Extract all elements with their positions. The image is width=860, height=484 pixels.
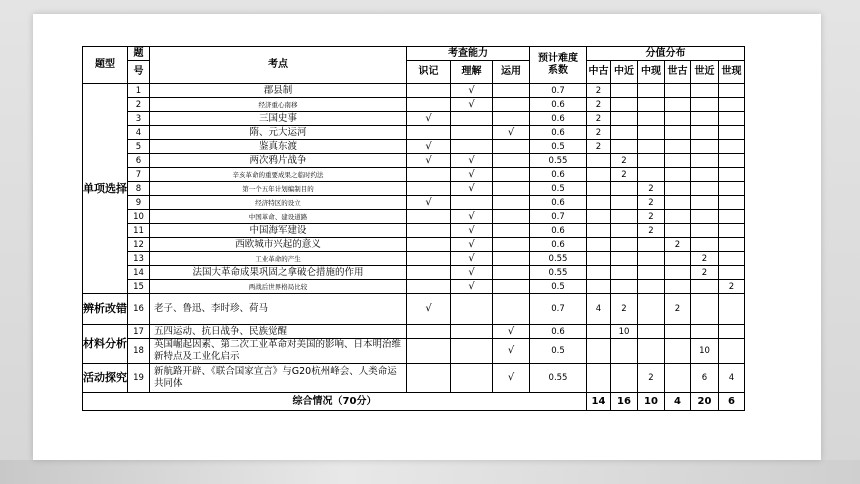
difficulty-cell: 0.6	[530, 196, 587, 210]
header-distribution: 分值分布	[587, 47, 745, 61]
check-mark: √	[451, 280, 493, 294]
topic-cell: 英国崛起因素、第二次工业革命对美国的影响、日本明治维新特点及工业化启示	[150, 339, 407, 364]
table-row	[83, 140, 745, 154]
difficulty-cell: 0.5	[530, 339, 587, 364]
score-cell: 2	[691, 252, 719, 266]
difficulty-cell: 0.5	[530, 280, 587, 294]
header-era: 世近	[691, 61, 719, 84]
header-number-top: 题	[128, 47, 150, 61]
question-number: 19	[128, 364, 150, 393]
question-number: 8	[128, 182, 150, 196]
check-mark: √	[451, 182, 493, 196]
difficulty-cell: 0.6	[530, 112, 587, 126]
topic-cell: 五四运动、抗日战争、民族觉醒	[150, 325, 407, 339]
score-cell: 2	[611, 168, 638, 182]
difficulty-cell: 0.55	[530, 252, 587, 266]
topic-cell: 隋、元大运河	[150, 126, 407, 140]
check-mark: √	[407, 140, 451, 154]
header-era: 中现	[638, 61, 665, 84]
check-mark: √	[493, 364, 530, 393]
topic-cell: 西欧城市兴起的意义	[150, 238, 407, 252]
total-label: 综合情况（70分）	[83, 393, 587, 411]
check-mark: √	[493, 339, 530, 364]
score-cell: 2	[665, 238, 691, 252]
topic-cell: 工业革命的产生	[150, 252, 407, 266]
table-row	[83, 252, 745, 266]
score-cell: 2	[638, 224, 665, 238]
total-row	[83, 393, 745, 411]
score-cell: 2	[638, 182, 665, 196]
score-cell: 4	[719, 364, 745, 393]
score-cell: 10	[691, 339, 719, 364]
score-cell: 2	[587, 126, 611, 140]
question-number: 1	[128, 84, 150, 98]
check-mark: √	[451, 266, 493, 280]
score-cell: 2	[691, 266, 719, 280]
topic-cell: 三国史事	[150, 112, 407, 126]
table-row	[83, 266, 745, 280]
table-row	[83, 325, 745, 339]
total-value: 16	[611, 393, 638, 411]
question-number: 17	[128, 325, 150, 339]
section-material: 材料分析	[83, 325, 128, 364]
header-understand: 理解	[451, 61, 493, 84]
difficulty-cell: 0.55	[530, 266, 587, 280]
topic-cell: 辛亥革命的重要成果之临时约法	[150, 168, 407, 182]
topic-cell: 中国海军建设	[150, 224, 407, 238]
table-row	[83, 84, 745, 98]
score-cell: 2	[587, 84, 611, 98]
topic-cell: 中国革命、建设道路	[150, 210, 407, 224]
check-mark: √	[451, 154, 493, 168]
total-value: 20	[691, 393, 719, 411]
question-number: 7	[128, 168, 150, 182]
table-row	[83, 154, 745, 168]
section-single-choice: 单项选择	[83, 84, 128, 294]
score-cell: 2	[611, 154, 638, 168]
header-era: 世现	[719, 61, 745, 84]
score-cell: 10	[611, 325, 638, 339]
check-mark: √	[407, 154, 451, 168]
score-cell: 2	[587, 140, 611, 154]
header-ability: 考查能力	[407, 47, 530, 61]
question-number: 12	[128, 238, 150, 252]
table-row	[83, 112, 745, 126]
question-number: 5	[128, 140, 150, 154]
table-row	[83, 224, 745, 238]
table-row	[83, 339, 745, 364]
question-number: 3	[128, 112, 150, 126]
topic-cell: 郡县制	[150, 84, 407, 98]
total-value: 4	[665, 393, 691, 411]
header-era: 中古	[587, 61, 611, 84]
header-era: 世古	[665, 61, 691, 84]
table-row	[83, 98, 745, 112]
topic-cell: 两战后世界格局比较	[150, 280, 407, 294]
table-row	[83, 210, 745, 224]
header-recall: 识记	[407, 61, 451, 84]
difficulty-cell: 0.6	[530, 325, 587, 339]
total-value: 6	[719, 393, 745, 411]
section-correction: 辨析改错	[83, 294, 128, 325]
topic-cell: 经济重心南移	[150, 98, 407, 112]
difficulty-cell: 0.6	[530, 238, 587, 252]
question-number: 14	[128, 266, 150, 280]
question-number: 10	[128, 210, 150, 224]
topic-cell: 新航路开辟、《联合国家宣言》与G20杭州峰会、人类命运共同体	[150, 364, 407, 393]
question-number: 18	[128, 339, 150, 364]
score-cell: 4	[587, 294, 611, 325]
section-activity: 活动探究	[83, 364, 128, 393]
score-cell: 2	[638, 196, 665, 210]
check-mark: √	[451, 168, 493, 182]
check-mark: √	[451, 238, 493, 252]
check-mark: √	[451, 252, 493, 266]
total-value: 10	[638, 393, 665, 411]
bottom-decoration	[0, 460, 860, 484]
table-row	[83, 182, 745, 196]
question-number: 16	[128, 294, 150, 325]
difficulty-cell: 0.6	[530, 98, 587, 112]
difficulty-cell: 0.6	[530, 126, 587, 140]
check-mark: √	[451, 224, 493, 238]
score-cell: 2	[638, 364, 665, 393]
topic-cell: 经济特区的设立	[150, 196, 407, 210]
score-cell: 2	[719, 280, 745, 294]
table-row	[83, 196, 745, 210]
header-type: 题型	[83, 47, 128, 84]
check-mark: √	[451, 84, 493, 98]
table-row	[83, 168, 745, 182]
score-cell: 2	[665, 294, 691, 325]
score-cell: 2	[638, 210, 665, 224]
topic-cell: 两次鸦片战争	[150, 154, 407, 168]
question-number: 4	[128, 126, 150, 140]
question-number: 13	[128, 252, 150, 266]
topic-cell: 法国大革命成果巩固之拿破仑措施的作用	[150, 266, 407, 280]
score-cell: 2	[587, 98, 611, 112]
difficulty-cell: 0.7	[530, 84, 587, 98]
score-cell: 6	[691, 364, 719, 393]
check-mark: √	[493, 325, 530, 339]
table-row	[83, 280, 745, 294]
header-era: 中近	[611, 61, 638, 84]
question-number: 2	[128, 98, 150, 112]
header-number-bottom: 号	[128, 61, 150, 84]
table-row	[83, 126, 745, 140]
difficulty-cell: 0.55	[530, 154, 587, 168]
check-mark: √	[407, 196, 451, 210]
difficulty-cell: 0.55	[530, 364, 587, 393]
table-row	[83, 364, 745, 393]
header-topic: 考点	[150, 47, 407, 84]
check-mark: √	[407, 112, 451, 126]
difficulty-cell: 0.7	[530, 210, 587, 224]
exam-analysis-table	[82, 46, 745, 411]
check-mark: √	[407, 294, 451, 325]
table-row	[83, 294, 745, 325]
difficulty-cell: 0.6	[530, 168, 587, 182]
question-number: 6	[128, 154, 150, 168]
score-cell: 2	[587, 112, 611, 126]
question-number: 11	[128, 224, 150, 238]
check-mark: √	[451, 98, 493, 112]
topic-cell: 老子、鲁迅、李时珍、荷马	[150, 294, 407, 325]
total-value: 14	[587, 393, 611, 411]
table-row	[83, 238, 745, 252]
question-number: 15	[128, 280, 150, 294]
check-mark: √	[493, 126, 530, 140]
difficulty-cell: 0.7	[530, 294, 587, 325]
score-cell: 2	[611, 294, 638, 325]
header-apply: 运用	[493, 61, 530, 84]
difficulty-cell: 0.6	[530, 224, 587, 238]
check-mark: √	[451, 210, 493, 224]
header-difficulty: 预计难度系数	[530, 47, 587, 84]
question-number: 9	[128, 196, 150, 210]
difficulty-cell: 0.5	[530, 140, 587, 154]
difficulty-cell: 0.5	[530, 182, 587, 196]
topic-cell: 第一个五年计划编制目的	[150, 182, 407, 196]
topic-cell: 鉴真东渡	[150, 140, 407, 154]
